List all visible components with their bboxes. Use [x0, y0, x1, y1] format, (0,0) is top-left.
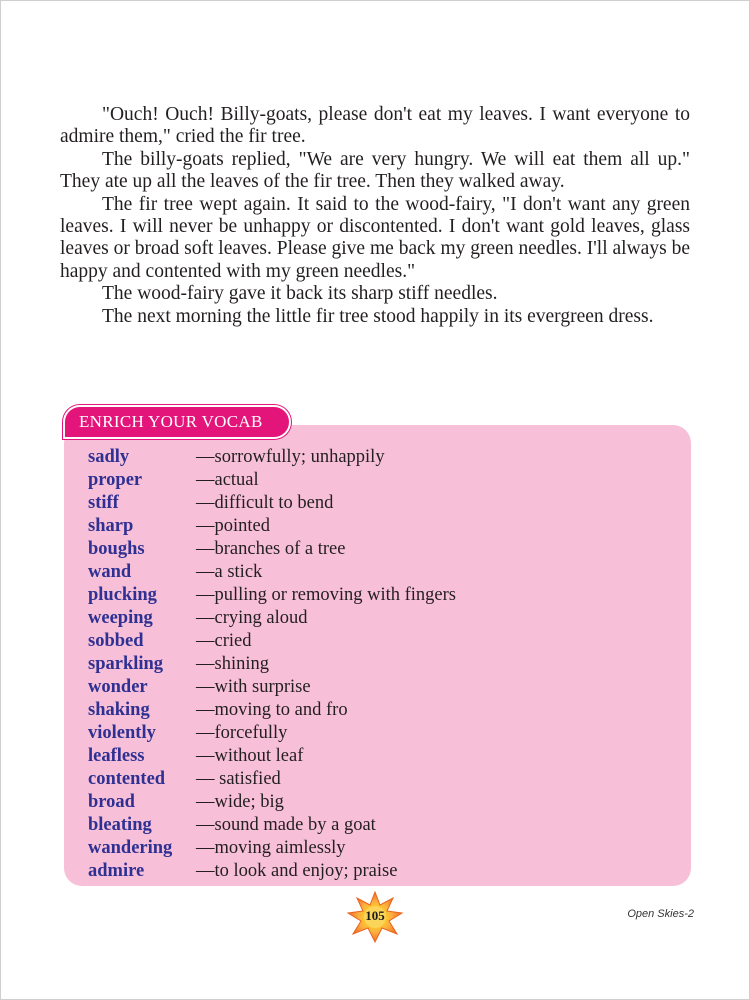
- vocab-entry: [88, 676, 456, 699]
- vocab-entry: [88, 446, 456, 469]
- vocab-entry: [88, 538, 456, 561]
- book-name: Open Skies-2: [627, 908, 694, 920]
- vocab-word: plucking: [88, 585, 157, 605]
- vocab-meaning: —difficult to bend: [196, 493, 334, 513]
- story-paragraph: "Ouch! Ouch! Billy-goats, please don't eat my leaves. I want everyone to admire them," cried the fir tree.: [60, 104, 690, 148]
- vocab-meaning: —branches of a tree: [196, 539, 346, 559]
- vocab-entry: [88, 515, 456, 538]
- vocab-meaning: —crying aloud: [196, 608, 308, 628]
- vocab-entry: [88, 630, 456, 653]
- vocab-meaning: —a stick: [196, 562, 263, 582]
- vocab-entry: [88, 492, 456, 515]
- vocab-word: violently: [88, 723, 156, 743]
- vocab-entry: [88, 699, 456, 722]
- vocab-word: wonder: [88, 677, 148, 697]
- vocab-entry: [88, 607, 456, 630]
- vocab-word: sadly: [88, 447, 130, 467]
- story-paragraph: The fir tree wept again. It said to the wood-fairy, "I don't want any green leaves. I will never be unhappy or discontented. I don't want gold leaves, glass leaves or broad soft leaves. Please give me back my green needles. I'll always be happy and contented with my green needles.": [60, 193, 690, 282]
- vocab-entry: [88, 814, 456, 837]
- vocab-meaning: —cried: [196, 631, 252, 651]
- vocab-meaning: —moving to and fro: [196, 700, 348, 720]
- vocab-entry: [88, 469, 456, 492]
- vocab-word: boughs: [88, 539, 145, 559]
- vocab-word: stiff: [88, 493, 119, 513]
- vocab-meaning: —wide; big: [196, 792, 284, 812]
- vocab-entry: [88, 561, 456, 584]
- vocab-entry: [88, 791, 456, 814]
- vocab-list: [88, 446, 456, 883]
- story-paragraph: The billy-goats replied, "We are very hungry. We will eat them all up." They ate up all the leaves of the fir tree. Then they walked away.: [60, 148, 690, 193]
- vocab-meaning: —to look and enjoy; praise: [196, 861, 398, 881]
- vocab-entry: [88, 653, 456, 676]
- vocab-word: wandering: [88, 838, 173, 858]
- story-paragraph: The next morning the little fir tree stood happily in its evergreen dress.: [102, 305, 654, 327]
- page-number: 105: [365, 908, 385, 923]
- vocab-word: weeping: [88, 608, 153, 628]
- vocab-word: wand: [88, 562, 132, 582]
- vocab-meaning: — satisfied: [196, 769, 281, 789]
- vocab-word: admire: [88, 861, 145, 881]
- page-number-badge: [347, 891, 403, 943]
- vocab-word: sparkling: [88, 654, 164, 674]
- vocab-meaning: —with surprise: [196, 677, 311, 697]
- vocab-meaning: —pointed: [196, 516, 270, 536]
- vocab-word: broad: [88, 792, 135, 812]
- vocab-meaning: —moving aimlessly: [196, 838, 346, 858]
- vocab-meaning: —without leaf: [196, 746, 304, 766]
- vocab-entry: [88, 860, 456, 883]
- vocab-word: leafless: [88, 746, 145, 766]
- vocab-word: proper: [88, 470, 143, 490]
- vocab-word: shaking: [88, 700, 150, 720]
- vocab-meaning: —shining: [196, 654, 269, 674]
- vocab-heading: ENRICH YOUR VOCAB: [63, 405, 291, 439]
- vocab-entry: [88, 745, 456, 768]
- vocab-word: bleating: [88, 815, 152, 835]
- vocab-meaning: —sound made by a goat: [196, 815, 376, 835]
- vocab-meaning: —sorrowfully; unhappily: [196, 447, 385, 467]
- vocab-word: sobbed: [88, 631, 144, 651]
- vocab-entry: [88, 837, 456, 860]
- vocab-entry: [88, 584, 456, 607]
- vocab-entry: [88, 722, 456, 745]
- vocab-word: sharp: [88, 516, 134, 536]
- story-paragraph: The wood-fairy gave it back its sharp stiff needles.: [102, 283, 498, 305]
- vocab-meaning: —pulling or removing with fingers: [196, 585, 456, 605]
- vocab-entry: [88, 768, 456, 791]
- vocab-meaning: —forcefully: [196, 723, 288, 743]
- vocab-meaning: —actual: [196, 470, 259, 490]
- story-text: [60, 104, 690, 328]
- vocab-word: contented: [88, 769, 166, 789]
